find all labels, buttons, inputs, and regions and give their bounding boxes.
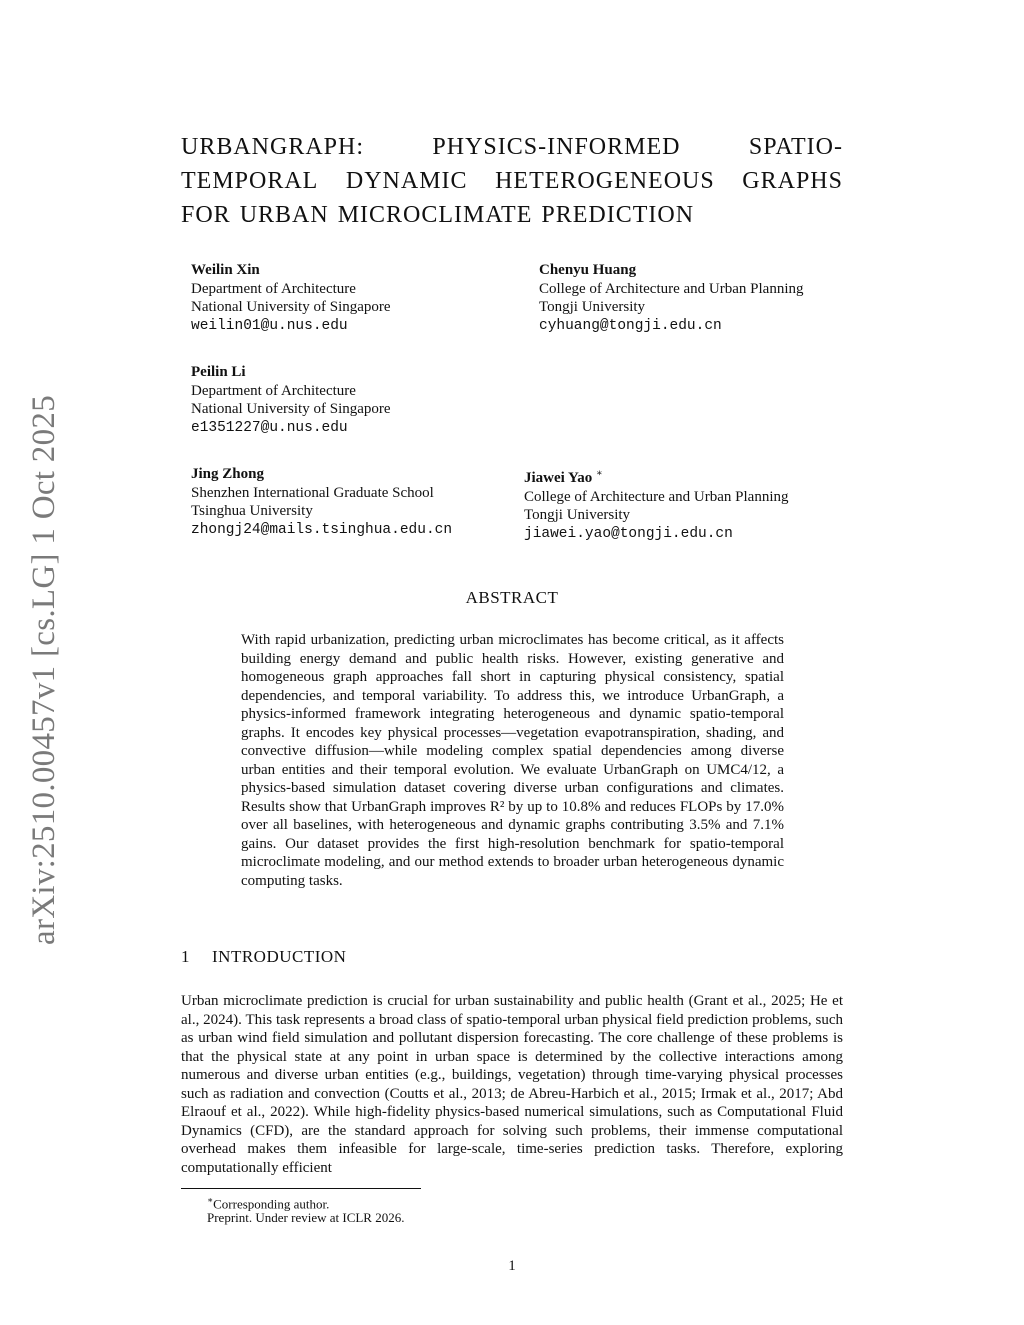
title-line-3 [181, 198, 843, 232]
section-heading-introduction [181, 947, 346, 967]
title-word: SPATIO- [748, 134, 843, 160]
author-name-text: Jiawei Yao [524, 470, 593, 486]
author-email[interactable]: cyhuang@tongji.edu.cn [539, 317, 722, 334]
author-block [191, 261, 391, 335]
author-institution: National University of Singapore [191, 401, 391, 417]
author-block [191, 363, 391, 437]
abstract-text: With rapid urbanization, predicting urban microclimates has become critical, as it affects building energy demand and public health risks. However, existing generative and homogeneous graph approaches fall short in capturing physical consistency, spatial dependencies, and temporal variability. To address this, we introduce UrbanGraph, a physics-informed framework integrating heterogeneous and dynamic spatio-temporal graphs. It encodes key physical processes—vegetation evapotranspiration, shading, and convective diffusion—while modeling complex spatial dependencies among diverse urban entities and their temporal evolution. We evaluate UrbanGraph on UMC4/12, a physics-based simulation dataset covering diverse urban configurations and climates. Results show that UrbanGraph improves R² by up to 10.8% and reduces FLOPs by 17.0% over all baselines, with heterogeneous and dynamic graphs contributing 3.5% and 7.1% gains. Our dataset provides the first high-resolution benchmark for spatio-temporal microclimate modeling, and our method extends to broader urban heterogeneous dynamic computing tasks. [241, 632, 784, 889]
author-name: Jing Zhong [191, 466, 264, 482]
section-title: INTRODUCTION [212, 947, 347, 966]
author-email[interactable]: jiawei.yao@tongji.edu.cn [524, 525, 733, 542]
author-institution: Tongji University [539, 299, 646, 315]
title-word: MICROCLIMATE [337, 202, 533, 228]
author-institution: National University of Singapore [191, 299, 391, 315]
author-email[interactable]: zhongj24@mails.tsinghua.edu.cn [191, 521, 453, 538]
author-name: Weilin Xin [191, 262, 260, 278]
title-word: DYNAMIC [345, 168, 468, 194]
title-word: HETEROGENEOUS [495, 168, 715, 194]
abstract-heading: ABSTRACT [465, 588, 559, 607]
title-word: GRAPHS [742, 168, 843, 194]
author-institution: Tsinghua University [191, 503, 313, 519]
paper-title [181, 130, 843, 232]
author-department: Shenzhen International Graduate School [191, 484, 434, 501]
title-line-2 [181, 164, 843, 198]
author-block [524, 465, 789, 543]
author-block [191, 465, 452, 539]
author-name: Chenyu Huang [539, 262, 637, 278]
author-department: College of Architecture and Urban Planning [524, 488, 789, 505]
author-email[interactable]: e1351227@u.nus.edu [191, 419, 348, 436]
author-block [539, 261, 804, 335]
footnote-marker: ∗ [207, 1195, 214, 1205]
author-name [524, 465, 789, 488]
author-department: Department of Architecture [191, 280, 356, 297]
title-line-1 [181, 130, 843, 164]
title-word: PHYSICS-INFORMED [432, 134, 681, 160]
author-institution: Tongji University [524, 507, 631, 523]
page-number: 1 [508, 1258, 516, 1274]
introduction-paragraph: Urban microclimate prediction is crucial for urban sustainability and public health (Grant et al., 2025; He et al., 2024). This task represents a broad class of spatio-temporal urban physical field prediction problems, such as urban wind field simulation and pollutant dispersion forecasting. The core challenge of these problems is that the physical state at any point in urban space is determined by the collective interactions among numerous and diverse urban entities (e.g., buildings, vegetation) through time-varying physical processes such as radiation and convection (Coutts et al., 2013; de Abreu-Harbich et al., 2015; Irmak et al., 2017; Abd Elraouf et al., 2022). While high-fidelity physics-based numerical simulations, such as Computational Fluid Dynamics (CFD), are the standard approach for solving such problems, their immense computational overhead makes them infeasible for large-scale, time-series prediction tasks. Therefore, exploring computationally efficient [181, 993, 843, 1176]
arxiv-identifier-stamp: arXiv:2510.00457v1 [cs.LG] 1 Oct 2025 [26, 394, 62, 945]
corresponding-author-marker: ∗ [595, 468, 603, 479]
author-email[interactable]: weilin01@u.nus.edu [191, 317, 348, 334]
author-department: Department of Architecture [191, 382, 356, 399]
footnote-divider [181, 1188, 421, 1189]
title-word: URBAN [239, 202, 329, 228]
footnote-text: Corresponding author. [213, 1196, 330, 1212]
footnote-preprint: Preprint. Under review at ICLR 2026. [207, 1210, 405, 1225]
title-word: FOR [181, 202, 231, 228]
title-word: PREDICTION [541, 202, 695, 228]
author-name: Peilin Li [191, 364, 246, 380]
section-number: 1 [181, 947, 190, 966]
title-word: TEMPORAL [181, 168, 319, 194]
author-department: College of Architecture and Urban Planning [539, 280, 804, 297]
title-word: URBANGRAPH: [181, 134, 365, 160]
